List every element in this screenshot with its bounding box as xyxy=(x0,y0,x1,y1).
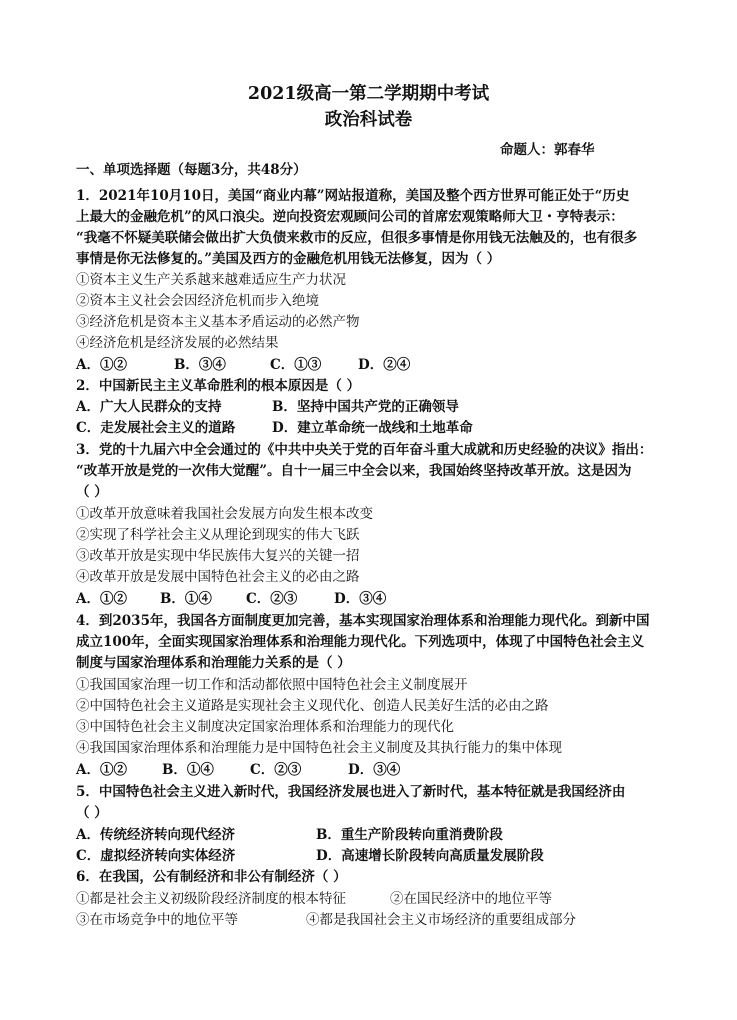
q4-option-b[interactable]: B．①④ xyxy=(162,762,214,778)
section-heading: 一、单项选择题（每题3分，共48分） xyxy=(76,162,307,178)
q2-option-d[interactable]: D．建立革命统一战线和土地革命 xyxy=(272,420,473,436)
q1-item: ②资本主义社会会因经济危机而步入绝境 xyxy=(76,293,319,309)
q3-item: ②实现了科学社会主义从理论到现实的伟大飞跃 xyxy=(76,527,360,543)
exam-title: 2021级高一第二学期期中考试 xyxy=(247,84,490,104)
q5-option-d[interactable]: D．高速增长阶段转向高质量发展阶段 xyxy=(316,848,544,864)
q1-option-a[interactable]: A．①② xyxy=(76,357,127,373)
q4-item: ②中国特色社会主义道路是实现社会主义现代化、创造人民美好生活的必由之路 xyxy=(76,698,549,714)
q4-stem-line: 4．到2035年，我国各方面制度更加完善，基本实现国家治理体系和治理能力现代化。到新中国 xyxy=(76,613,650,629)
q3-item: ④改革开放是发展中国特色社会主义的必由之路 xyxy=(76,569,360,585)
q6-item: ①都是社会主义初级阶段经济制度的根本特征 xyxy=(76,891,346,907)
q1-item: ③经济危机是资本主义基本矛盾运动的必然产物 xyxy=(76,314,360,330)
q4-item: ③中国特色社会主义制度决定国家治理体系和治理能力的现代化 xyxy=(76,719,454,735)
q3-options xyxy=(76,589,676,609)
q1-stem-line: “我毫不怀疑美联储会做出扩大负债来救市的反应，但很多事情是你用钱无法触及的，也有很多 xyxy=(76,230,638,246)
q3-option-c[interactable]: C．②③ xyxy=(246,591,298,607)
q6-stem: 6．在我国，公有制经济和非公有制经济（ ） xyxy=(76,869,347,885)
q6-item: ②在国民经济中的地位平等 xyxy=(390,891,552,907)
q1-options xyxy=(76,355,676,375)
q1-option-d[interactable]: D．②④ xyxy=(358,357,411,373)
q2-options-row1 xyxy=(76,397,676,417)
q2-options-row2 xyxy=(76,418,676,438)
q3-stem-line: “改革开放是党的一次伟大觉醒”。自十一届三中全会以来，我国始终坚持改革开放。这是因为 xyxy=(76,463,632,479)
q2-stem: 2．中国新民主主义革命胜利的根本原因是（ ） xyxy=(76,378,361,394)
exam-subtitle: 政治科试卷 xyxy=(324,110,413,130)
q3-stem-line: （ ） xyxy=(76,484,108,500)
q3-item: ③改革开放是实现中华民族伟大复兴的关键一招 xyxy=(76,548,360,564)
q5-options-row1 xyxy=(76,825,676,845)
q4-option-a[interactable]: A．①② xyxy=(76,762,127,778)
q6-item: ④都是我国社会主义市场经济的重要组成部分 xyxy=(306,912,576,928)
q6-items-row2 xyxy=(76,910,676,930)
q4-item: ④我国国家治理体系和治理能力是中国特色社会主义制度及其执行能力的集中体现 xyxy=(76,740,562,756)
q5-option-a[interactable]: A．传统经济转向现代经济 xyxy=(76,827,235,843)
q5-stem-line: （ ） xyxy=(76,805,108,821)
q2-option-c[interactable]: C．走发展社会主义的道路 xyxy=(76,420,236,436)
q1-item: ④经济危机是经济发展的必然结果 xyxy=(76,335,279,351)
q4-options xyxy=(76,760,676,780)
q3-option-b[interactable]: B．①④ xyxy=(160,591,212,607)
q1-stem-line: 1．2021年10月10日，美国“商业内幕”网站报道称，美国及整个西方世界可能正处于“历史 xyxy=(76,188,630,204)
q4-stem-line: 制度与国家治理体系和治理能力关系的是（ ） xyxy=(76,655,351,671)
q3-stem-line: 3．党的十九届六中全会通过的《中共中央关于党的百年奋斗重大成就和历史经验的决议》指出： xyxy=(76,442,653,458)
q3-option-d[interactable]: D．③④ xyxy=(334,591,387,607)
q2-option-b[interactable]: B．坚持中国共产党的正确领导 xyxy=(272,399,459,415)
q1-stem-line: 上最大的金融危机”的风口浪尖。逆向投资宏观顾问公司的首席宏观策略师大卫・亨特表示： xyxy=(76,209,624,225)
q6-items-row1 xyxy=(76,889,676,909)
q4-option-c[interactable]: C．②③ xyxy=(250,762,302,778)
q6-item: ③在市场竞争中的地位平等 xyxy=(76,912,238,928)
q4-stem-line: 成立100年，全面实现国家治理体系和治理能力现代化。下列选项中，体现了中国特色社会主义 xyxy=(76,634,645,650)
q1-item: ①资本主义生产关系越来越难适应生产力状况 xyxy=(76,272,346,288)
q1-option-c[interactable]: C．①③ xyxy=(270,357,322,373)
q5-option-c[interactable]: C．虚拟经济转向实体经济 xyxy=(76,848,236,864)
q1-option-b[interactable]: B．③④ xyxy=(174,357,226,373)
q5-option-b[interactable]: B．重生产阶段转向重消费阶段 xyxy=(316,827,503,843)
q2-option-a[interactable]: A．广大人民群众的支持 xyxy=(76,399,222,415)
q4-option-d[interactable]: D．③④ xyxy=(348,762,401,778)
q4-item: ①我国国家治理一切工作和活动都依照中国特色社会主义制度展开 xyxy=(76,677,468,693)
author-line: 命题人：郭春华 xyxy=(500,142,595,158)
q5-options-row2 xyxy=(76,846,676,866)
q5-stem-line: 5．中国特色社会主义进入新时代，我国经济发展也进入了新时代，基本特征就是我国经济由 xyxy=(76,784,626,800)
q3-option-a[interactable]: A．①② xyxy=(76,591,127,607)
q3-item: ①改革开放意味着我国社会发展方向发生根本改变 xyxy=(76,506,373,522)
q1-stem-line: 事情是你无法修复的。”美国及西方的金融危机用钱无法修复，因为（ ） xyxy=(76,251,501,267)
